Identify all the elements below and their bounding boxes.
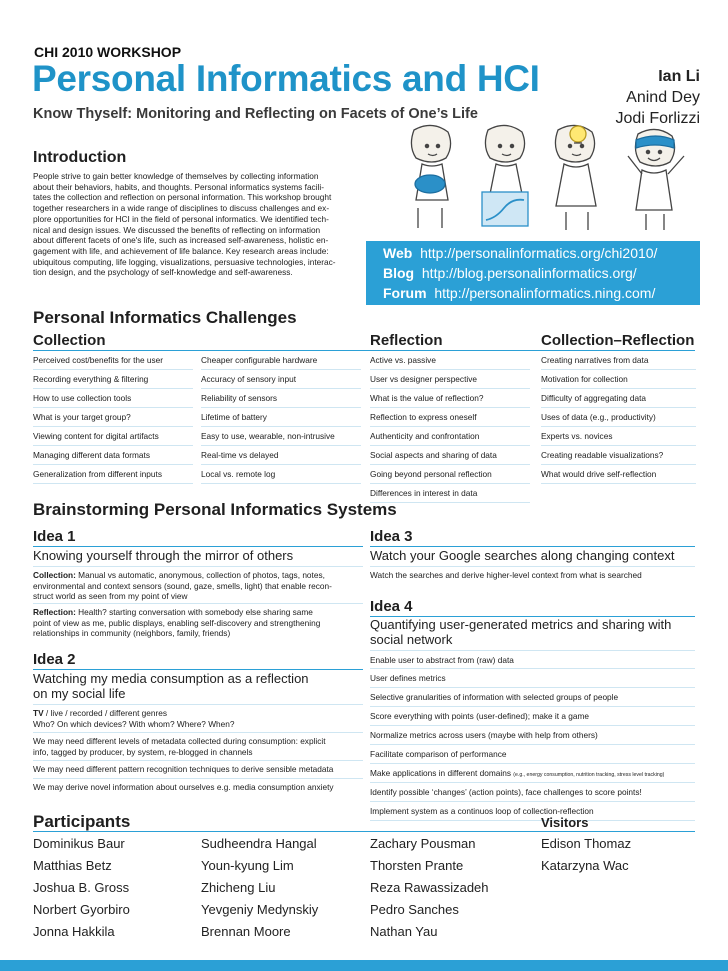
list-item: Active vs. passive bbox=[370, 351, 530, 370]
list-item: Cheaper configurable hardware bbox=[201, 351, 361, 370]
participants-heading: Participants bbox=[33, 812, 131, 831]
divider bbox=[370, 546, 695, 547]
idea1-reflection: Reflection: Health? starting conversation with somebody else sharing same point of view as me, public displays, enabling self-discovery and strengthening relationships in community (neighbors, family, friends) bbox=[33, 607, 321, 638]
participant-name: Nathan Yau bbox=[370, 924, 438, 939]
list-item: Managing different data formats bbox=[33, 446, 193, 465]
introduction-text: People strive to gain better knowledge of themselves by collecting information about their behaviors, habits, and thoughts. Personal informatics systems facili- tates the collection and reflection on personal information. This workshop brought together researchers in a wide range of disciplines to discuss challenges and ex- plore opportunities for HCI in the field of personal informatics. We identified tech- nical and design issues. We discussed the benefits of reflecting on information about different facets of one's life, such as increased self-awareness, holistic en- gagement with life, and achievement of life balance. Key research areas include: ubiquitous computing, life logging, visualizations, persuasive technologies, interac- tion design, and the psychology of self-knowledge and self-awareness. bbox=[33, 171, 336, 278]
idea2-item: We may need different pattern recognition techniques to derive sensible metadata bbox=[33, 764, 334, 774]
list-item: Make applications in different domains (e.g., energy consumption, nutrition tracking, stress level tracking) bbox=[370, 764, 695, 783]
list-item: Motivation for collection bbox=[541, 370, 696, 389]
participant-name: Pedro Sanches bbox=[370, 902, 459, 917]
list-item: User defines metrics bbox=[370, 669, 695, 688]
idea3-text: Watch the searches and derive higher-level context from what is searched bbox=[370, 570, 642, 580]
collection-reflection-heading: Collection–Reflection bbox=[541, 332, 695, 349]
participant-name: Sudheendra Hangal bbox=[201, 836, 317, 851]
list-item: Implement system as a continuos loop of collection-reflection bbox=[370, 802, 695, 821]
participant-name: Joshua B. Gross bbox=[33, 880, 130, 895]
idea2-item: We may need different levels of metadata collected during consumption: explicit info, tagged by producer, by system, re-blogged in channels bbox=[33, 736, 326, 757]
idea4-heading: Idea 4 bbox=[370, 598, 413, 615]
workshop-label: CHI 2010 WORKSHOP bbox=[34, 44, 182, 60]
brainstorm-heading: Brainstorming Personal Informatics Systems bbox=[33, 500, 397, 519]
divider bbox=[33, 732, 363, 733]
list-item: Recording everything & filtering bbox=[33, 370, 193, 389]
idea1-heading: Idea 1 bbox=[33, 528, 76, 545]
participant-name: Jonna Hakkila bbox=[33, 924, 115, 939]
divider bbox=[33, 831, 695, 832]
web-link[interactable]: Web http://personalinformatics.org/chi2010/ bbox=[383, 245, 658, 261]
list-item: Uses of data (e.g., productivity) bbox=[541, 408, 696, 427]
divider bbox=[33, 669, 363, 670]
list-item: Generalization from different inputs bbox=[33, 465, 193, 484]
list-item: What would drive self-reflection bbox=[541, 465, 696, 484]
idea2-subtitle: Watching my media consumption as a reflection on my social life bbox=[33, 671, 309, 701]
idea1-collection: Collection: Manual vs automatic, anonymous, collection of photos, tags, notes, environmental and context sensors (sound, gaze, smells, light) that enable recon- struct world as seen from my point of view bbox=[33, 570, 332, 601]
list-item: Difficulty of aggregating data bbox=[541, 389, 696, 408]
divider bbox=[33, 546, 363, 547]
list-item: How to use collection tools bbox=[33, 389, 193, 408]
participant-name: Dominikus Baur bbox=[33, 836, 125, 851]
participant-name: Zachary Pousman bbox=[370, 836, 476, 851]
collection-list-2 bbox=[201, 351, 361, 484]
list-item: Authenticity and confrontation bbox=[370, 427, 530, 446]
collection-reflection-list bbox=[541, 351, 696, 484]
divider bbox=[33, 566, 363, 567]
introduction-heading: Introduction bbox=[33, 149, 127, 166]
collection-heading: Collection bbox=[33, 332, 106, 349]
visitors-heading: Visitors bbox=[541, 815, 589, 830]
participant-name: Yevgeniy Medynskiy bbox=[201, 902, 319, 917]
list-item: Perceived cost/benefits for the user bbox=[33, 351, 193, 370]
idea2-item: We may derive novel information about ourselves e.g. media consumption anxiety bbox=[33, 782, 334, 792]
authors bbox=[616, 66, 700, 129]
challenges-heading: Personal Informatics Challenges bbox=[33, 308, 297, 327]
idea2-tv: TV / live / recorded / different genres Who? On which devices? With whom? Where? When? bbox=[33, 708, 235, 729]
footer-bar bbox=[0, 960, 728, 971]
idea2-heading: Idea 2 bbox=[33, 651, 76, 668]
list-item: Local vs. remote log bbox=[201, 465, 361, 484]
list-item: Facilitate comparison of performance bbox=[370, 745, 695, 764]
poster-subtitle: Know Thyself: Monitoring and Reflecting on Facets of One’s Life bbox=[33, 106, 478, 122]
collection-list-1 bbox=[33, 351, 193, 484]
figure-cheer-icon bbox=[628, 129, 684, 230]
divider bbox=[33, 778, 363, 779]
figure-collect-icon bbox=[411, 125, 450, 228]
participant-name: Brennan Moore bbox=[201, 924, 291, 939]
idea3-subtitle: Watch your Google searches along changing context bbox=[370, 548, 675, 563]
idea1-subtitle: Knowing yourself through the mirror of others bbox=[33, 548, 294, 563]
idea4-subtitle: Quantifying user-generated metrics and sharing with social network bbox=[370, 617, 672, 647]
list-item: Score everything with points (user-defined); make it a game bbox=[370, 707, 695, 726]
list-item: What is your target group? bbox=[33, 408, 193, 427]
author-name: Anind Dey bbox=[626, 89, 700, 106]
character-illustration bbox=[392, 122, 702, 234]
figure-chart-icon bbox=[482, 125, 528, 226]
divider bbox=[370, 566, 695, 567]
author-name: Ian Li bbox=[658, 68, 700, 85]
list-item: User vs designer perspective bbox=[370, 370, 530, 389]
list-item: What is the value of reflection? bbox=[370, 389, 530, 408]
lightbulb-icon bbox=[570, 126, 586, 143]
list-item: Selective granularities of information with selected groups of people bbox=[370, 688, 695, 707]
domains-note: (e.g., energy consumption, nutrition tracking, stress level tracking) bbox=[513, 772, 665, 778]
list-item: Viewing content for digital artifacts bbox=[33, 427, 193, 446]
participant-name: Zhicheng Liu bbox=[201, 880, 276, 895]
list-item: Identify possible ‘changes’ (action points), face challenges to score points! bbox=[370, 783, 695, 802]
list-item: Creating readable visualizations? bbox=[541, 446, 696, 465]
divider bbox=[33, 760, 363, 761]
list-item: Enable user to abstract from (raw) data bbox=[370, 650, 695, 669]
list-item: Experts vs. novices bbox=[541, 427, 696, 446]
blog-link[interactable]: Blog http://blog.personalinformatics.org/ bbox=[383, 265, 637, 281]
poster-title: Personal Informatics and HCI bbox=[32, 58, 540, 99]
list-item: Easy to use, wearable, non-intrusive bbox=[201, 427, 361, 446]
idea4-list bbox=[370, 650, 695, 821]
participant-name: Youn-kyung Lim bbox=[201, 858, 294, 873]
participant-name: Thorsten Prante bbox=[370, 858, 464, 873]
list-item: Social aspects and sharing of data bbox=[370, 446, 530, 465]
list-item: Normalize metrics across users (maybe with help from others) bbox=[370, 726, 695, 745]
visitor-name: Edison Thomaz bbox=[541, 836, 632, 851]
list-item: Creating narratives from data bbox=[541, 351, 696, 370]
forum-link[interactable]: Forum http://personalinformatics.ning.com/ bbox=[383, 285, 656, 301]
list-item: Reliability of sensors bbox=[201, 389, 361, 408]
list-item: Going beyond personal reflection bbox=[370, 465, 530, 484]
list-item: Reflection to express oneself bbox=[370, 408, 530, 427]
idea3-heading: Idea 3 bbox=[370, 528, 413, 545]
divider bbox=[33, 704, 363, 705]
participant-name: Reza Rawassizadeh bbox=[370, 880, 489, 895]
list-item: Differences in interest in data bbox=[370, 484, 530, 503]
reflection-list bbox=[370, 351, 530, 503]
participant-name: Matthias Betz bbox=[33, 858, 112, 873]
divider bbox=[33, 603, 363, 604]
list-item: Accuracy of sensory input bbox=[201, 370, 361, 389]
visitor-name: Katarzyna Wac bbox=[541, 858, 629, 873]
list-item: Real-time vs delayed bbox=[201, 446, 361, 465]
reflection-heading: Reflection bbox=[370, 332, 443, 349]
participant-name: Norbert Gyorbiro bbox=[33, 902, 130, 917]
author-name: Jodi Forlizzi bbox=[615, 110, 700, 127]
list-item: Lifetime of battery bbox=[201, 408, 361, 427]
